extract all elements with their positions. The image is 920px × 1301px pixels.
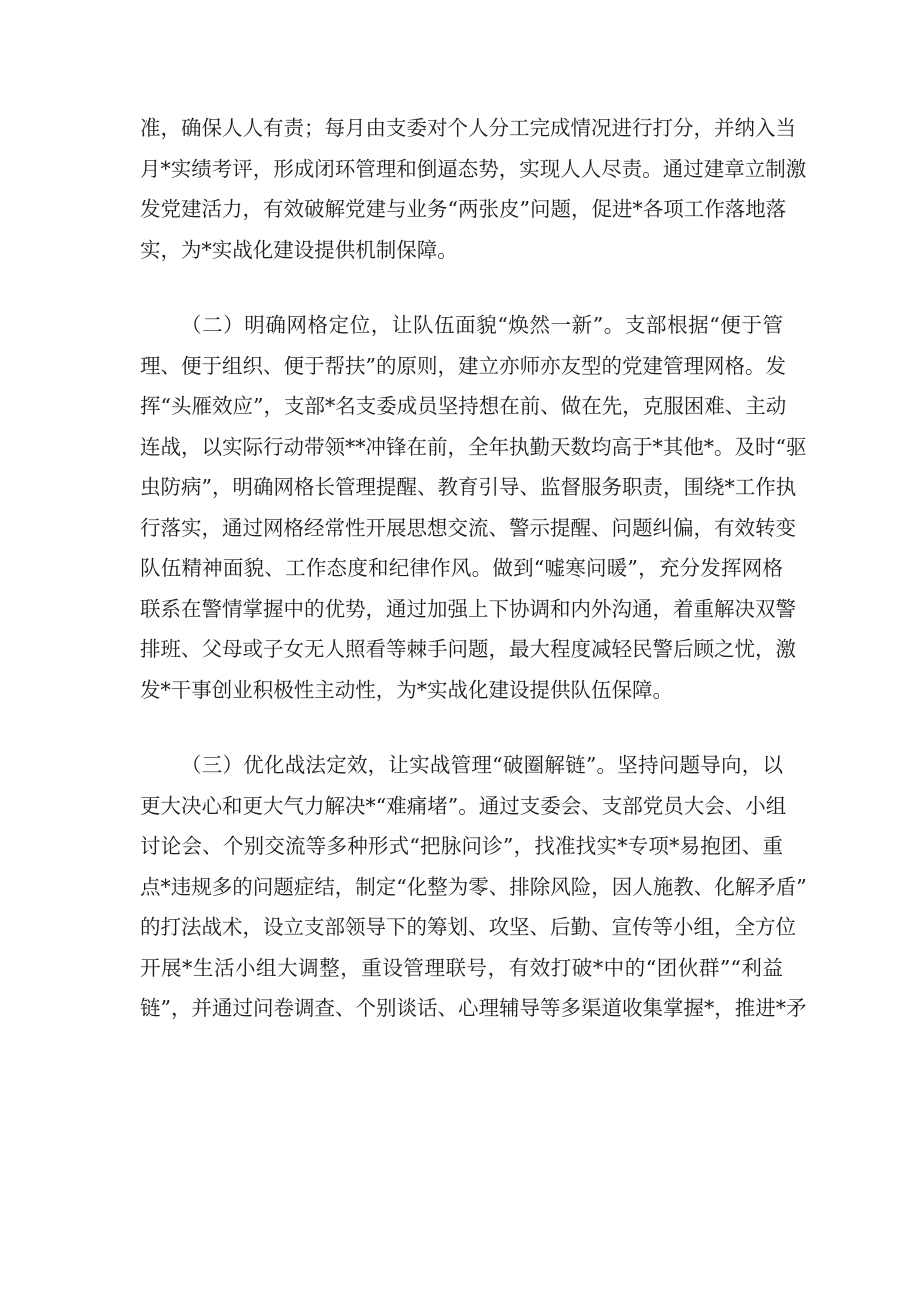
text-line: 联系在警情掌握中的优势，通过加强上下协调和内外沟通，着重解决双警 <box>140 596 796 621</box>
text-line: 实，为*实战化建设提供机制保障。 <box>140 237 458 262</box>
text-line: 讨论会、个别交流等多种形式“把脉问诊”，找准找实*专项*易抱团、重 <box>140 834 783 858</box>
text-line: （三）优化战法定效，让实战管理“破圈解链”。坚持问题导向，以 <box>181 753 783 777</box>
paragraph-3 <box>140 745 807 1029</box>
text-line: 虫防病”，明确网格长管理提醒、教育引导、监督服务职责，围绕*工作执 <box>140 475 797 499</box>
text-line: 点*违规多的问题症结，制定“化整为零、排除风险，因人施教、化解矛盾” <box>140 874 807 899</box>
text-line: 准，确保人人有责；每月由支委对个人分工完成情况进行打分，并纳入当 <box>140 116 796 140</box>
paragraph-1 <box>140 108 807 270</box>
text-line: 链”，并通过问卷调查、个别谈话、心理辅导等多渠道收集掌握*，推进*矛 <box>140 996 807 1020</box>
paragraph-2 <box>140 305 807 710</box>
text-line: 更大决心和更大气力解决*“难痛堵”。通过支委会、支部党员大会、小组 <box>140 793 787 818</box>
text-line: 的打法战术，设立支部领导下的筹划、攻坚、后勤、宣传等小组，全方位 <box>140 915 796 939</box>
text-line: 行落实，通过网格经常性开展思想交流、警示提醒、问题纠偏，有效转变 <box>140 515 796 540</box>
text-line: 理、便于组织、便于帮扶”的原则，建立亦师亦友型的党建管理网格。发 <box>140 353 786 378</box>
text-line: 队伍精神面貌、工作态度和纪律作风。做到“嘘寒问暖”，充分发挥网格 <box>140 556 783 580</box>
document-body <box>140 108 807 1029</box>
text-line: 挥“头雁效应”，支部*名支委成员坚持想在前、做在先，克服困难、主动 <box>140 394 787 418</box>
text-line: 发党建活力，有效破解党建与业务“两张皮”问题，促进*各项工作落地落 <box>140 197 787 221</box>
text-line: 连战，以实际行动带领**冲锋在前，全年执勤天数均高于*其他*。及时“驱 <box>140 434 807 459</box>
text-line: 开展*生活小组大调整，重设管理联号，有效打破*中的“团伙群”“利益 <box>140 955 783 980</box>
text-line: 发*干事创业积极性主动性，为*实战化建设提供队伍保障。 <box>140 677 673 702</box>
text-line: 排班、父母或子女无人照看等棘手问题，最大程度减轻民警后顾之忧，激 <box>140 637 796 661</box>
text-line: （二）明确网格定位，让队伍面貌“焕然一新”。支部根据“便于管 <box>181 313 783 337</box>
text-line: 月*实绩考评，形成闭环管理和倒逼态势，实现人人尽责。通过建章立制激 <box>140 156 807 181</box>
